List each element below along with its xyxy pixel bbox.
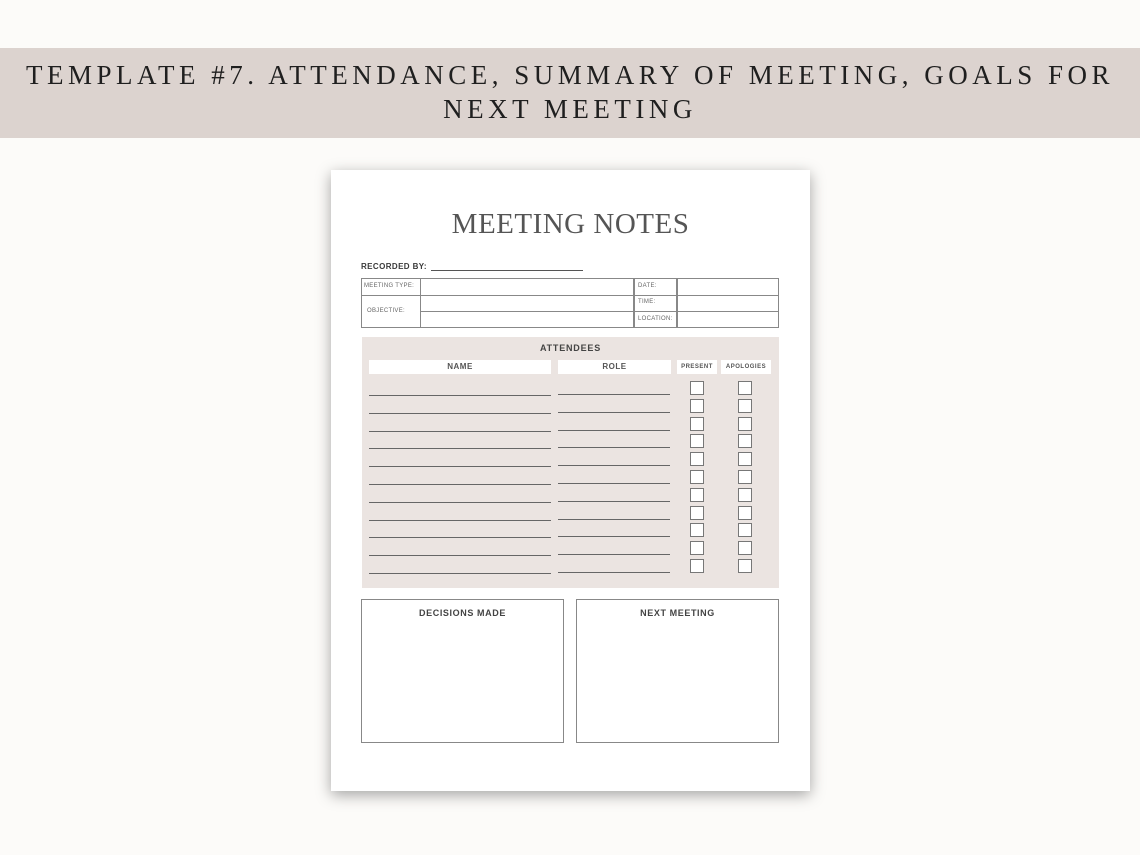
- date-label-cell: [633, 278, 678, 296]
- attendee-role-line[interactable]: [558, 501, 670, 502]
- apologies-checkbox[interactable]: [738, 559, 752, 573]
- template-banner: [0, 48, 1140, 138]
- meeting-type-label: MEETING TYPE:: [364, 283, 415, 289]
- apologies-checkbox[interactable]: [738, 523, 752, 537]
- apologies-checkbox[interactable]: [738, 488, 752, 502]
- recorded-by-label: RECORDED BY:: [361, 262, 427, 271]
- time-label: TIME:: [638, 299, 656, 305]
- attendees-title: ATTENDEES: [539, 343, 602, 353]
- recorded-by-row: [361, 262, 583, 271]
- time-field[interactable]: [676, 295, 779, 312]
- attendee-name-line[interactable]: [369, 484, 551, 485]
- attendee-name-line[interactable]: [369, 520, 551, 521]
- objective-label-cell: [361, 295, 421, 328]
- page-title: MEETING NOTES: [451, 208, 690, 240]
- attendee-name-line[interactable]: [369, 573, 551, 574]
- present-checkbox[interactable]: [690, 559, 704, 573]
- location-label-cell: [633, 311, 678, 328]
- present-checkbox[interactable]: [690, 541, 704, 555]
- attendee-name-line[interactable]: [369, 555, 551, 556]
- present-checkbox[interactable]: [690, 417, 704, 431]
- attendee-name-line[interactable]: [369, 431, 551, 432]
- attendee-role-line[interactable]: [558, 572, 670, 573]
- attendees-section: [362, 337, 779, 588]
- attendee-role-line[interactable]: [558, 430, 670, 431]
- attendee-name-line[interactable]: [369, 537, 551, 538]
- objective-field-1[interactable]: [420, 295, 635, 312]
- next-meeting-title: NEXT MEETING: [640, 608, 715, 618]
- attendee-role-line[interactable]: [558, 394, 670, 395]
- attendee-role-line[interactable]: [558, 536, 670, 537]
- present-header: PRESENT: [677, 360, 717, 374]
- objective-label: OBJECTIVE:: [367, 308, 406, 314]
- present-checkbox[interactable]: [690, 470, 704, 484]
- recorded-by-field[interactable]: [431, 262, 583, 271]
- time-label-cell: [633, 295, 678, 312]
- apologies-checkbox[interactable]: [738, 470, 752, 484]
- apologies-checkbox[interactable]: [738, 381, 752, 395]
- attendee-name-line[interactable]: [369, 395, 551, 396]
- apologies-header: APOLOGIES: [721, 360, 771, 374]
- date-label: DATE:: [638, 283, 657, 289]
- meeting-type-label-cell: [361, 278, 421, 296]
- present-checkbox[interactable]: [690, 381, 704, 395]
- decisions-made-box[interactable]: [361, 599, 564, 743]
- present-checkbox[interactable]: [690, 452, 704, 466]
- location-label: LOCATION:: [638, 316, 673, 322]
- apologies-checkbox[interactable]: [738, 452, 752, 466]
- attendee-role-line[interactable]: [558, 519, 670, 520]
- present-checkbox[interactable]: [690, 506, 704, 520]
- attendee-name-line[interactable]: [369, 502, 551, 503]
- date-field[interactable]: [676, 278, 779, 296]
- decisions-made-title: DECISIONS MADE: [419, 608, 506, 618]
- apologies-checkbox[interactable]: [738, 434, 752, 448]
- meeting-type-field[interactable]: [420, 278, 635, 296]
- banner-line-1: TEMPLATE #7. ATTENDANCE, SUMMARY OF MEETING, GOALS FOR: [25, 60, 1115, 90]
- present-checkbox[interactable]: [690, 523, 704, 537]
- banner-line-2: NEXT MEETING: [443, 94, 697, 124]
- next-meeting-box[interactable]: [576, 599, 779, 743]
- meeting-info-table: [361, 278, 779, 328]
- attendee-role-line[interactable]: [558, 483, 670, 484]
- objective-field-2[interactable]: [420, 311, 635, 328]
- attendee-name-line[interactable]: [369, 466, 551, 467]
- attendee-role-line[interactable]: [558, 465, 670, 466]
- attendee-role-line[interactable]: [558, 554, 670, 555]
- attendee-name-line[interactable]: [369, 448, 551, 449]
- meeting-notes-sheet: [331, 170, 810, 791]
- attendee-name-line[interactable]: [369, 413, 551, 414]
- location-field[interactable]: [676, 311, 779, 328]
- present-checkbox[interactable]: [690, 399, 704, 413]
- apologies-checkbox[interactable]: [738, 399, 752, 413]
- apologies-checkbox[interactable]: [738, 506, 752, 520]
- apologies-checkbox[interactable]: [738, 417, 752, 431]
- attendee-role-line[interactable]: [558, 447, 670, 448]
- name-header: NAME: [369, 360, 551, 374]
- attendee-role-line[interactable]: [558, 412, 670, 413]
- present-checkbox[interactable]: [690, 434, 704, 448]
- present-checkbox[interactable]: [690, 488, 704, 502]
- role-header: ROLE: [558, 360, 671, 374]
- apologies-checkbox[interactable]: [738, 541, 752, 555]
